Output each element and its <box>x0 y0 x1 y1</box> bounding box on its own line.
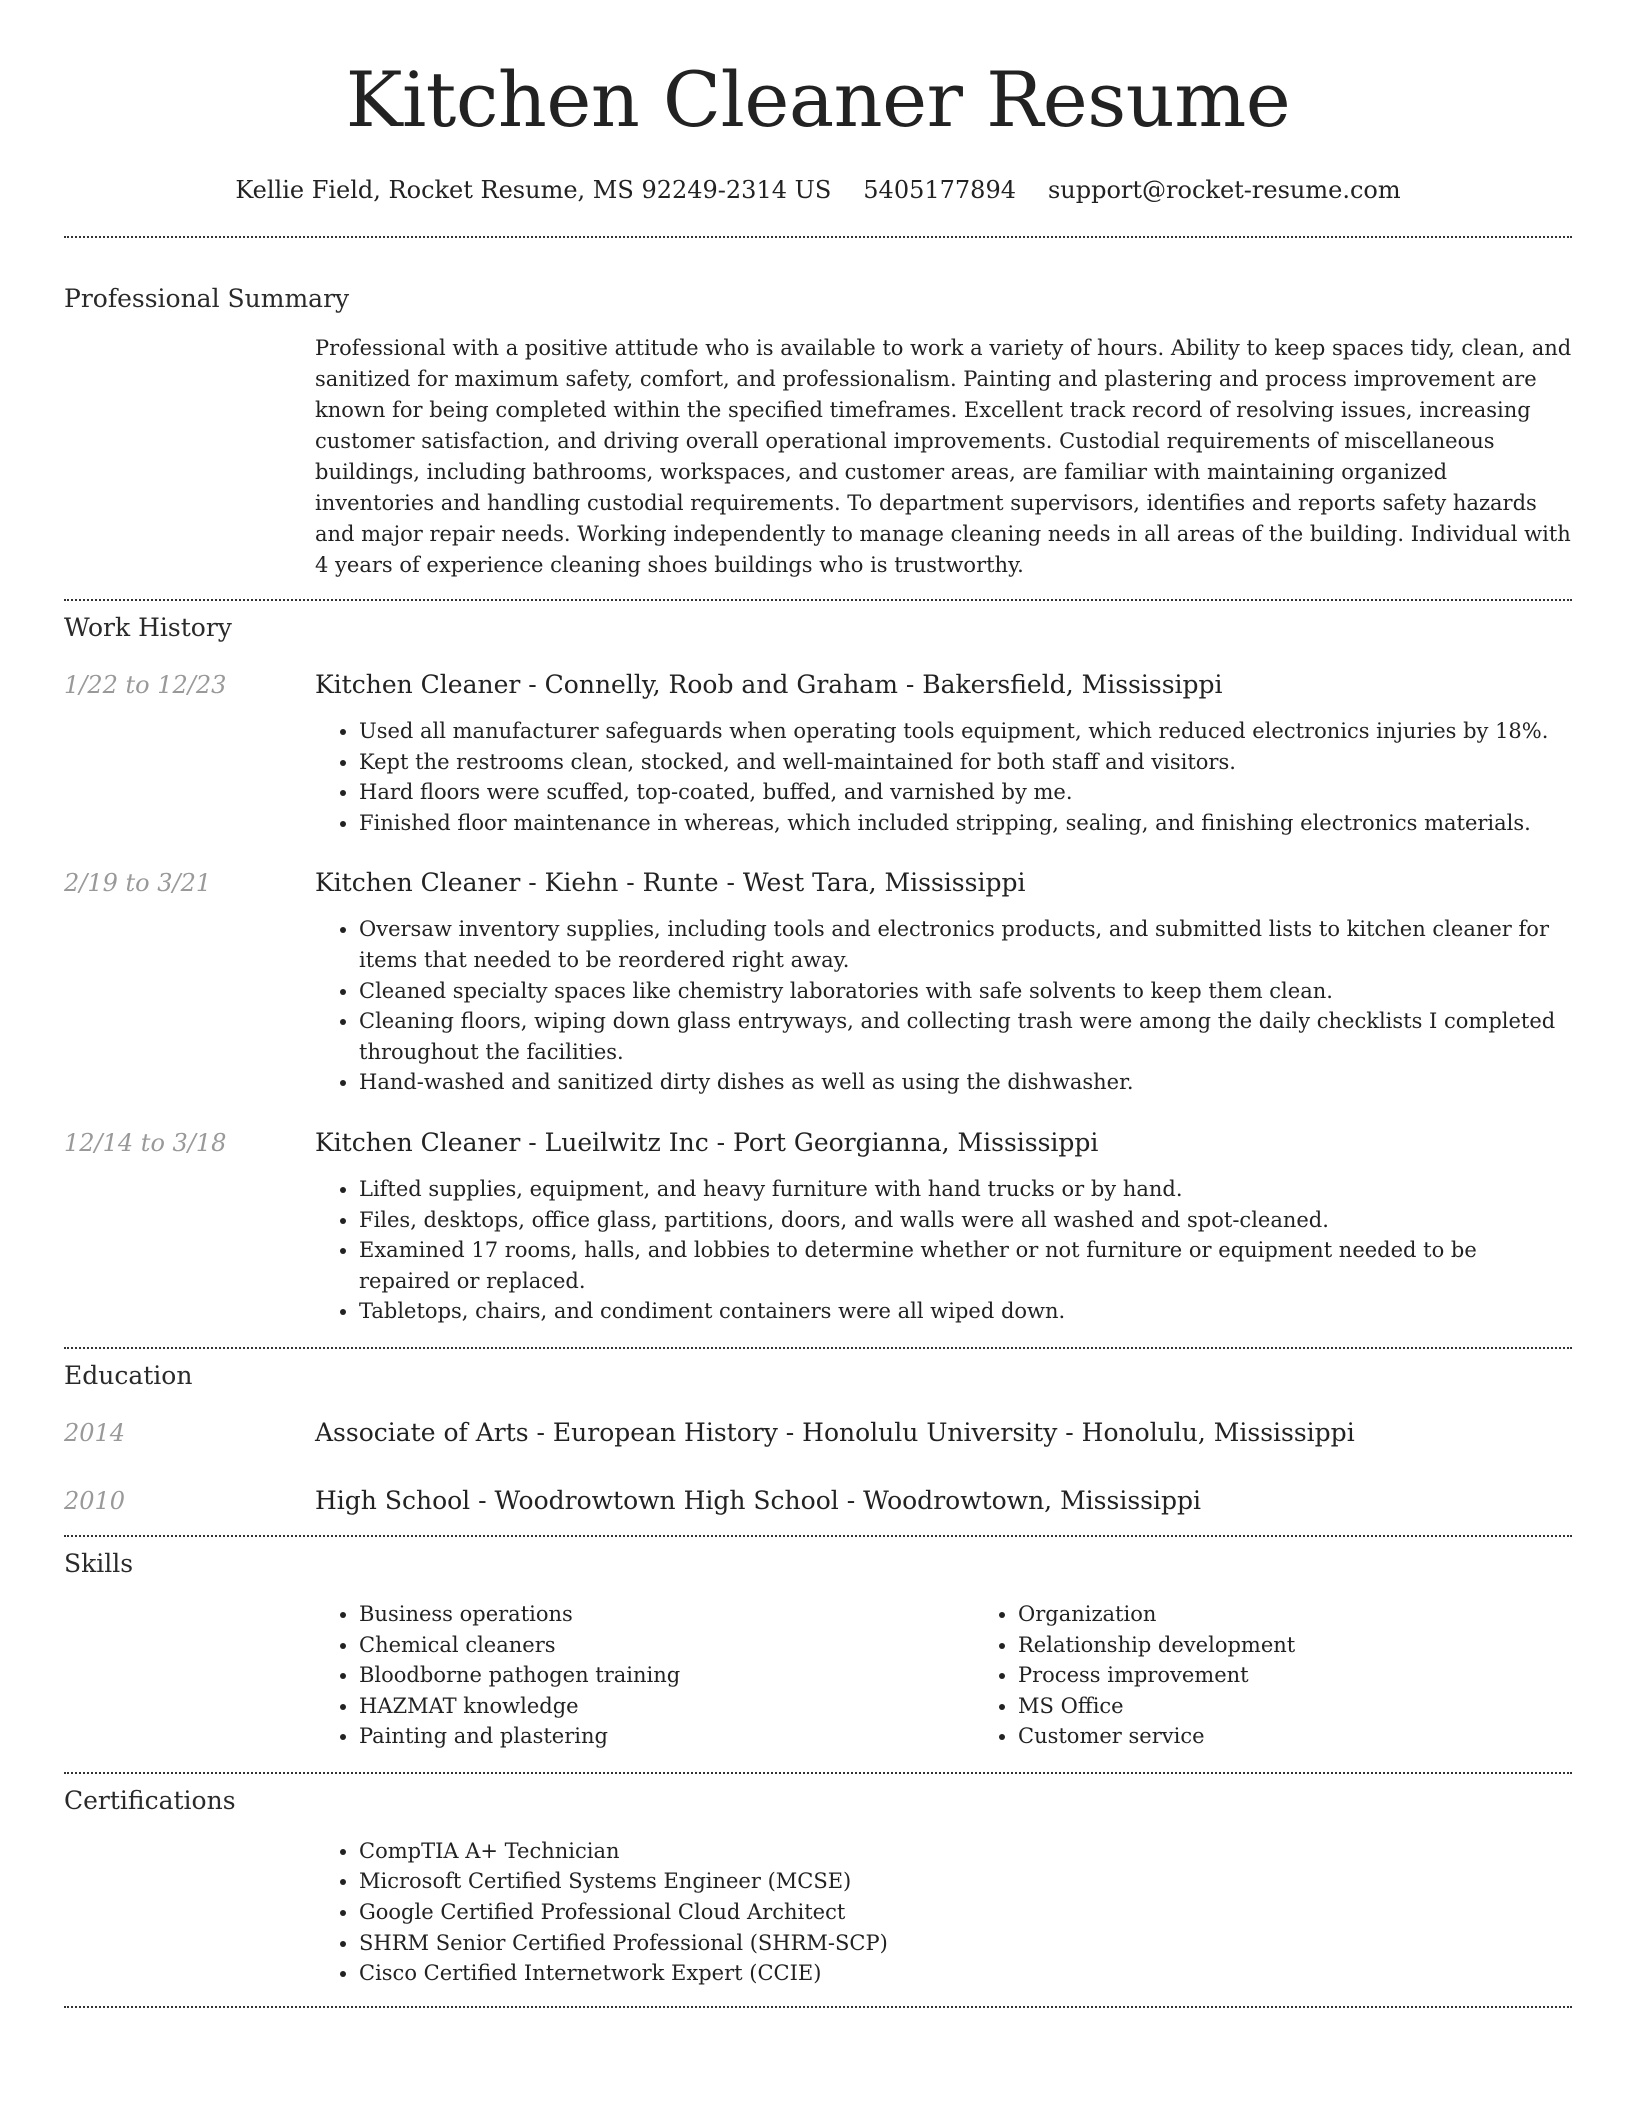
contact-email: support@rocket-resume.com <box>1047 176 1401 204</box>
section-divider <box>64 599 1572 601</box>
section-title-work: Work History <box>64 613 232 642</box>
job-bullets <box>315 914 1572 1098</box>
section-title-education: Education <box>64 1360 193 1390</box>
summary-section <box>64 282 1572 581</box>
list-item: • Finished floor maintenance in whereas, which included stripping, sealing, and finishing electronics materials. <box>359 808 1572 839</box>
list-item: • Customer service <box>1018 1721 1572 1752</box>
job-bullets <box>315 1174 1572 1327</box>
list-item: • Google Certified Professional Cloud Architect <box>359 1897 1572 1928</box>
job-dates: 2/19 to 3/21 <box>64 869 212 898</box>
list-item: • Files, desktops, office glass, partitions, doors, and walls were all washed and spot-cleaned. <box>359 1205 1572 1236</box>
contact-address: Kellie Field, Rocket Resume, MS 92249-2314 US <box>235 176 832 204</box>
contact-phone: 5405177894 <box>863 176 1016 204</box>
job-dates: 1/22 to 12/23 <box>64 671 227 699</box>
list-item: • Process improvement <box>1018 1660 1572 1691</box>
contact-line <box>64 174 1572 206</box>
job-entry <box>64 1127 1572 1327</box>
education-entry <box>64 1417 1572 1449</box>
list-item: • Kept the restrooms clean, stocked, and well-maintained for both staff and visitors. <box>359 747 1572 778</box>
section-divider <box>64 1772 1572 1774</box>
list-item: • Examined 17 rooms, halls, and lobbies to determine whether or not furniture or equipment needed to be repaired or replaced. <box>359 1235 1572 1296</box>
list-item: • Relationship development <box>1018 1630 1572 1661</box>
summary-text: Professional with a positive attitude who is available to work a variety of hours. Ability to keep spaces tidy, clean, and sanitized for maximum safety, comfort, and professionalism. Painting and plastering and process improvement are known for being completed within the specified timeframes. Excellent track record of resolving issues, increasing customer satisfaction, and driving overall operational improvements. Custodial requirements of miscellaneous buildings, including bathrooms, workspaces, and customer areas, are familiar with maintaining organized inventories and handling custodial requirements. To department supervisors, identifies and reports safety hazards and major repair needs. Working independently to manage cleaning needs in all areas of the building. Individual with 4 years of experience cleaning shoes buildings who is trustworthy. <box>315 336 1572 577</box>
job-title: Kitchen Cleaner - Connelly, Roob and Graham - Bakersfield, Mississippi <box>315 670 1223 699</box>
resume-page <box>64 0 1572 2008</box>
section-divider <box>64 1347 1572 1349</box>
list-item: • Chemical cleaners <box>359 1630 974 1661</box>
section-divider <box>64 2006 1572 2008</box>
education-title: High School - Woodrowtown High School - Woodrowtown, Mississippi <box>315 1485 1201 1515</box>
education-year: 2010 <box>64 1486 126 1515</box>
list-item: • HAZMAT knowledge <box>359 1691 974 1722</box>
skills-list-right <box>974 1599 1572 1752</box>
list-item: • MS Office <box>1018 1691 1572 1722</box>
job-entry <box>64 669 1572 838</box>
list-item: • Cleaned specialty spaces like chemistry laboratories with safe solvents to keep them clean. <box>359 976 1572 1007</box>
skills-section <box>64 1547 1572 1752</box>
job-title: Kitchen Cleaner - Lueilwitz Inc - Port Georgianna, Mississippi <box>315 1127 1099 1157</box>
work-section <box>64 611 1572 1327</box>
list-item: • Cisco Certified Internetwork Expert (CCIE) <box>359 1958 1572 1989</box>
list-item: • Lifted supplies, equipment, and heavy furniture with hand trucks or by hand. <box>359 1174 1572 1205</box>
education-section <box>64 1359 1572 1517</box>
summary-body <box>315 333 1572 581</box>
section-divider <box>64 1535 1572 1537</box>
section-divider <box>64 236 1572 238</box>
list-item: • SHRM Senior Certified Professional (SHRM-SCP) <box>359 1928 1572 1959</box>
job-title: Kitchen Cleaner - Kiehn - Runte - West Tara, Mississippi <box>315 868 1026 898</box>
section-title-summary: Professional Summary <box>64 284 350 313</box>
list-item: • Tabletops, chairs, and condiment containers were all wiped down. <box>359 1296 1572 1327</box>
certifications-section <box>64 1784 1572 1989</box>
certifications-list <box>315 1836 1572 1989</box>
list-item: • Painting and plastering <box>359 1721 974 1752</box>
list-item: • Cleaning floors, wiping down glass entryways, and collecting trash were among the daily checklists I completed throughout the facilities. <box>359 1006 1572 1067</box>
list-item: • Organization <box>1018 1599 1572 1630</box>
list-item: • CompTIA A+ Technician <box>359 1836 1572 1867</box>
resume-title: Kitchen Cleaner Resume <box>345 55 1291 144</box>
education-title: Associate of Arts - European History - Honolulu University - Honolulu, Mississippi <box>315 1417 1355 1447</box>
list-item: • Oversaw inventory supplies, including tools and electronics products, and submitted lists to kitchen cleaner for items that needed to be reordered right away. <box>359 914 1572 975</box>
list-item: • Hand-washed and sanitized dirty dishes as well as using the dishwasher. <box>359 1067 1572 1098</box>
list-item: • Business operations <box>359 1599 974 1630</box>
job-dates: 12/14 to 3/18 <box>64 1128 227 1157</box>
list-item: • Used all manufacturer safeguards when operating tools equipment, which reduced electronics injuries by 18%. <box>359 716 1572 747</box>
list-item: • Microsoft Certified Systems Engineer (MCSE) <box>359 1866 1572 1897</box>
section-title-skills: Skills <box>64 1548 134 1578</box>
education-year: 2014 <box>64 1418 126 1447</box>
job-bullets <box>315 716 1572 838</box>
education-entry <box>64 1485 1572 1517</box>
job-entry <box>64 867 1572 1098</box>
list-item: • Hard floors were scuffed, top-coated, buffed, and varnished by me. <box>359 777 1572 808</box>
section-title-certifications: Certifications <box>64 1785 236 1815</box>
skills-list-left <box>315 1599 974 1752</box>
list-item: • Bloodborne pathogen training <box>359 1660 974 1691</box>
